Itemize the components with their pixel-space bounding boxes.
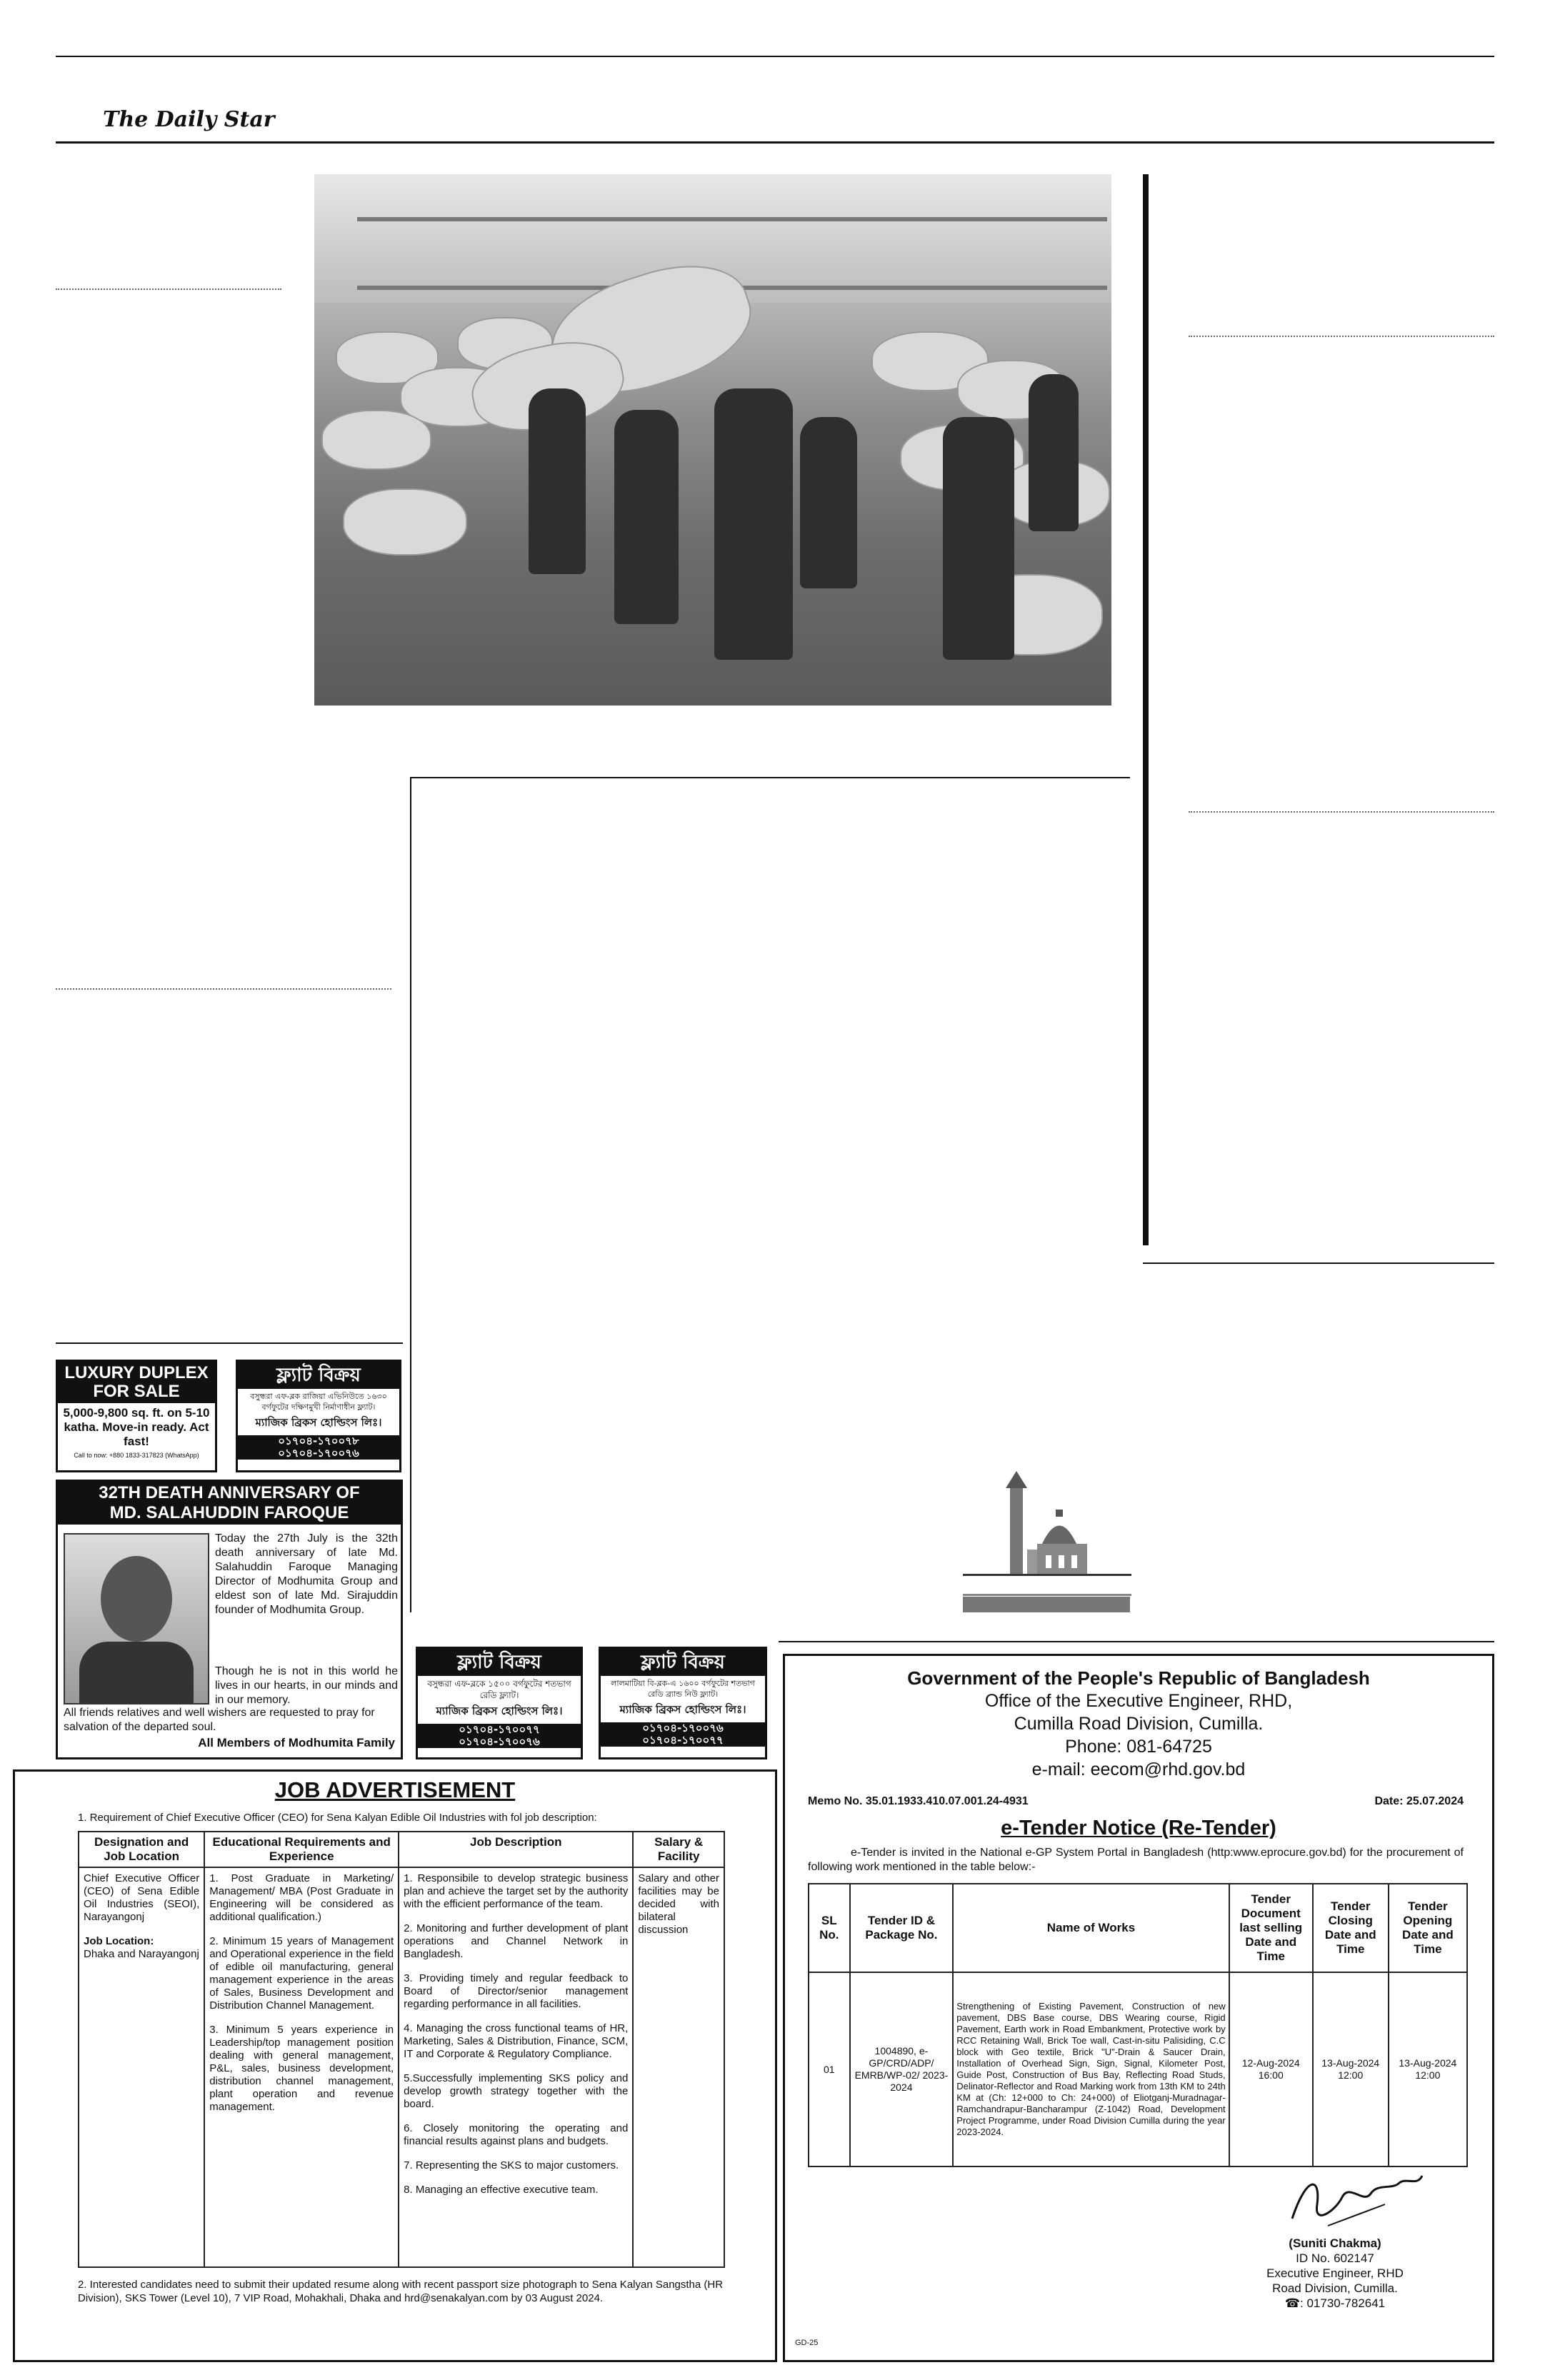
column-divider [1189, 336, 1494, 337]
notice-text: Though he is not in this world he lives in our hearts, in our minds and in our memory. [215, 1665, 398, 1706]
memo-date: Date: 25.07.2024 [1374, 1795, 1464, 1807]
government-name: Government of the People's Republic of Bangladesh [907, 1667, 1370, 1689]
ad-code: GD-25 [795, 2339, 819, 2347]
column-header: Job Description [399, 1832, 633, 1867]
table-cell: 12-Aug-2024 16:00 [1229, 1972, 1313, 2166]
column-divider [56, 988, 391, 990]
job-intro: 1. Requirement of Chief Executive Officer (CEO) for Sena Kalyan Edible Oil Industries with fol job description: [78, 1812, 597, 1824]
duty: 4. Managing the cross functional teams of HR, Marketing, Sales & Distribution, Finance, SCM, IT and Corporate & Regulatory Compliance. [404, 2022, 629, 2060]
column-divider [1189, 811, 1494, 813]
luxury-duplex-ad [56, 1360, 217, 1472]
memo-number: Memo No. 35.01.1933.410.07.001.24-4931 [808, 1795, 1029, 1807]
notice-signoff: All Members of Modhumita Family [198, 1736, 395, 1749]
signer-id: ID No. 602147 [1296, 2251, 1374, 2265]
ad-phone: ০১৭০৪-১৭০০৭৭ [642, 1734, 724, 1747]
duty: 1. Responsibile to develop strategic business plan and achieve the target set by the authority with the efficient performance of the team. [404, 1872, 629, 1910]
ad-phone: ০১৭০৪-১৭০০৭৬ [642, 1722, 724, 1734]
ad-title: ফ্ল্যাট বিক্রয় [238, 1362, 399, 1389]
column-divider [1143, 174, 1149, 1245]
ad-body: বসুন্ধরা এফ-ব্লকে ১৫০০ বর্গফুটের শতভাগ রেডি ফ্ল্যাট। [427, 1679, 571, 1700]
column-header: Tender Document last selling Date and Time [1229, 1884, 1313, 1972]
tender-notice [783, 1654, 1494, 2362]
flat-sale-ad [416, 1647, 583, 1759]
ad-title: FOR SALE [93, 1382, 180, 1401]
news-photo [314, 174, 1111, 706]
notice-text: Today the 27th July is the 32th death anniversary of late Md. Salahuddin Faroque Managing Director of Modhumita Group and eldest son of late Md. Sirajuddin founder of Modhumita Group. [215, 1532, 398, 1616]
ad-body: লালমাটিয়া বি-ব্লক-এ ১৬০০ বর্গফুটের শতভাগ রেডি ব্র্যান্ড নিউ ফ্ল্যাট। [611, 1679, 755, 1699]
top-rule [56, 56, 1494, 57]
notice-text: All friends relatives and well wishers are requested to pray for salvation of the departed soul. [64, 1707, 375, 1733]
column-header: Designation and Job Location [79, 1832, 204, 1867]
column-divider [1143, 1262, 1494, 1264]
signer-designation: Executive Engineer, RHD [1266, 2266, 1404, 2280]
division-name: Cumilla Road Division, Cumilla. [1014, 1714, 1264, 1734]
ad-title: ফ্ল্যাট বিক্রয় [418, 1649, 581, 1676]
tender-table [808, 1883, 1468, 2167]
duty: 5.Successfully implementing SKS policy and develop growth strategy together with the board. [404, 2072, 629, 2110]
column-header: Tender ID & Package No. [850, 1884, 954, 1972]
notice-title: 32TH DEATH ANNIVERSARY OF [99, 1483, 360, 1502]
flat-sale-ad [236, 1360, 401, 1472]
column-divider [779, 1641, 1494, 1642]
office-phone: Phone: 081-64725 [1065, 1737, 1212, 1757]
death-anniversary-notice [56, 1480, 403, 1759]
signer-name: (Suniti Chakma) [1289, 2236, 1381, 2250]
masthead-logo: The Daily Star [103, 107, 275, 132]
ad-phone: ০১৭০৪-১৭০০৭৬ [278, 1447, 359, 1460]
ad-company: ম্যাজিক ব্রিকস হোল্ডিংস লিঃ। [619, 1703, 746, 1716]
column-divider [410, 777, 1130, 778]
column-divider [56, 288, 281, 290]
requirement: 2. Minimum 15 years of Management and Operational experience in the field of edible oil manufacturing, general management experience in the areas of Sales, Business Development and Distribution Channel Management. [209, 1935, 394, 2012]
column-header: Salary & Facility [633, 1832, 724, 1867]
signer-division: Road Division, Cumilla. [1272, 2281, 1398, 2295]
column-divider [56, 1342, 403, 1344]
tender-title: e-Tender Notice (Re-Tender) [1001, 1817, 1276, 1839]
ad-company: ম্যাজিক ব্রিকস হোল্ডিংস লিঃ। [255, 1416, 382, 1429]
requirement: 1. Post Graduate in Marketing/ Management/ MBA (Post Graduate in Engineering will be considered as additional qualification.) [209, 1872, 394, 1923]
location: Dhaka and Narayangonj [84, 1948, 199, 1960]
job-table [78, 1831, 725, 2268]
portrait-photo [64, 1533, 209, 1704]
ad-phone: ০১৭০৪-১৭০০৭৮ [278, 1435, 359, 1447]
duty: 3. Providing timely and regular feedback to Board of Director/senior management regarding performance in all facilities. [404, 1972, 629, 2010]
requirement: 3. Minimum 5 years experience in Leadership/top management position dealing with general management, P&L, sales, business development, distribution channel management, plant operation and revenue management. [209, 2024, 394, 2113]
office-name: Office of the Executive Engineer, RHD, [984, 1691, 1293, 1711]
duty: 8. Managing an effective executive team. [404, 2184, 599, 2196]
job-advertisement [13, 1769, 777, 2362]
table-cell: 01 [809, 1972, 850, 2166]
designation: Chief Executive Officer (CEO) of Sena Edible Oil Industries (SEOI), Narayangonj [84, 1872, 200, 1923]
ad-phone: ০১৭০৪-১৭০০৭৬ [459, 1735, 540, 1748]
masthead-rule [56, 141, 1494, 144]
table-cell: Strengthening of Existing Pavement, Construction of new pavement, DBS Base course, DBS Wearing course, Rigid Pavement, Earth work in Road Embankment, Protective work by RCC Retaining Wall, Brick Toe wall, Cast-in-situ Palisiding, C.C block with Geo textile, Brick "U"-Drain & Saucer Drain, Installation of Overhead Sign, Sign, Signal, Kilometer Post, Guide Post, Construction of Bus Bay, Reflecting Road Studs, Delinator-Reflector and Road Marking work from 13th KM to 24th KM at (Ch: 12+000 to Ch: 24+000) of Eliotganj-Muradnagar-Ramchandrapur-Bancharampur (Z-1042) Road, Development Project Programme, under Road Division Cumilla during the year 2023-2024. [953, 1972, 1229, 2166]
ad-body: 5,000-9,800 sq. ft. on 5-10 katha. Move-in ready. Act fast! [63, 1406, 210, 1448]
ad-phone: Call to now: +880 1833-317823 (WhatsApp) [74, 1452, 199, 1459]
grey-bar [963, 1597, 1130, 1612]
column-header: Tender Opening Date and Time [1389, 1884, 1467, 1972]
job-footer: 2. Interested candidates need to submit their updated resume along with recent passport size photograph to Sena Kalyan Sangstha (HR Division), SKS Tower (Level 10), 7 VIP Road, Mohakhali, Dhaka and hrd@senakalyan.com by 03 August 2024. [78, 2279, 724, 2304]
column-header: Educational Requirements and Experience [204, 1832, 399, 1867]
ad-phone: ০১৭০৪-১৭০০৭৭ [459, 1723, 540, 1736]
column-header: Tender Closing Date and Time [1313, 1884, 1389, 1972]
ad-title: LUXURY DUPLEX [64, 1363, 209, 1382]
table-cell: 13-Aug-2024 12:00 [1313, 1972, 1389, 2166]
column-header: Name of Works [953, 1884, 1229, 1972]
signer-phone: ☎: 01730-782641 [1284, 2296, 1386, 2310]
signature-icon [1285, 2161, 1428, 2233]
duty: 7. Representing the SKS to major customers. [404, 2159, 619, 2171]
office-email: e-mail: eecom@rhd.gov.bd [1031, 1759, 1246, 1779]
salary: Salary and other facilities may be decided with bilateral discussion [633, 1867, 724, 2267]
flat-sale-ad [599, 1647, 767, 1759]
tender-intro: e-Tender is invited in the National e-GP System Portal in Bangladesh (http:www.eprocure.gov.bd) for the procurement of following work mentioned in the table below:- [808, 1847, 1464, 1873]
ad-body: বসুন্ধরা এফ-ব্লক রাজিয়া এভিনিউতে ১৬৩০ বর্গফুটের দক্ষিণমুখী নির্মাণাধীন ফ্ল্যাট। [250, 1392, 387, 1412]
table-cell: 1004890, e-GP/CRD/ADP/ EMRB/WP-02/ 2023-2024 [850, 1972, 954, 2166]
ad-company: ম্যাজিক ব্রিকস হোল্ডিংস লিঃ। [436, 1704, 563, 1717]
ad-title: ফ্ল্যাট বিক্রয় [601, 1649, 765, 1676]
column-divider [410, 777, 411, 1612]
mosque-icon [963, 1467, 1131, 1610]
location-label: Job Location: [84, 1935, 154, 1947]
duty: 6. Closely monitoring the operating and financial results against plans and budgets. [404, 2122, 629, 2147]
duty: 2. Monitoring and further development of plant operations and Channel Network in Bangladesh. [404, 1922, 629, 1960]
notice-title: MD. SALAHUDDIN FAROQUE [109, 1503, 349, 1522]
column-header: SL No. [809, 1884, 850, 1972]
job-title: JOB ADVERTISEMENT [274, 1777, 516, 1802]
table-cell: 13-Aug-2024 12:00 [1389, 1972, 1467, 2166]
